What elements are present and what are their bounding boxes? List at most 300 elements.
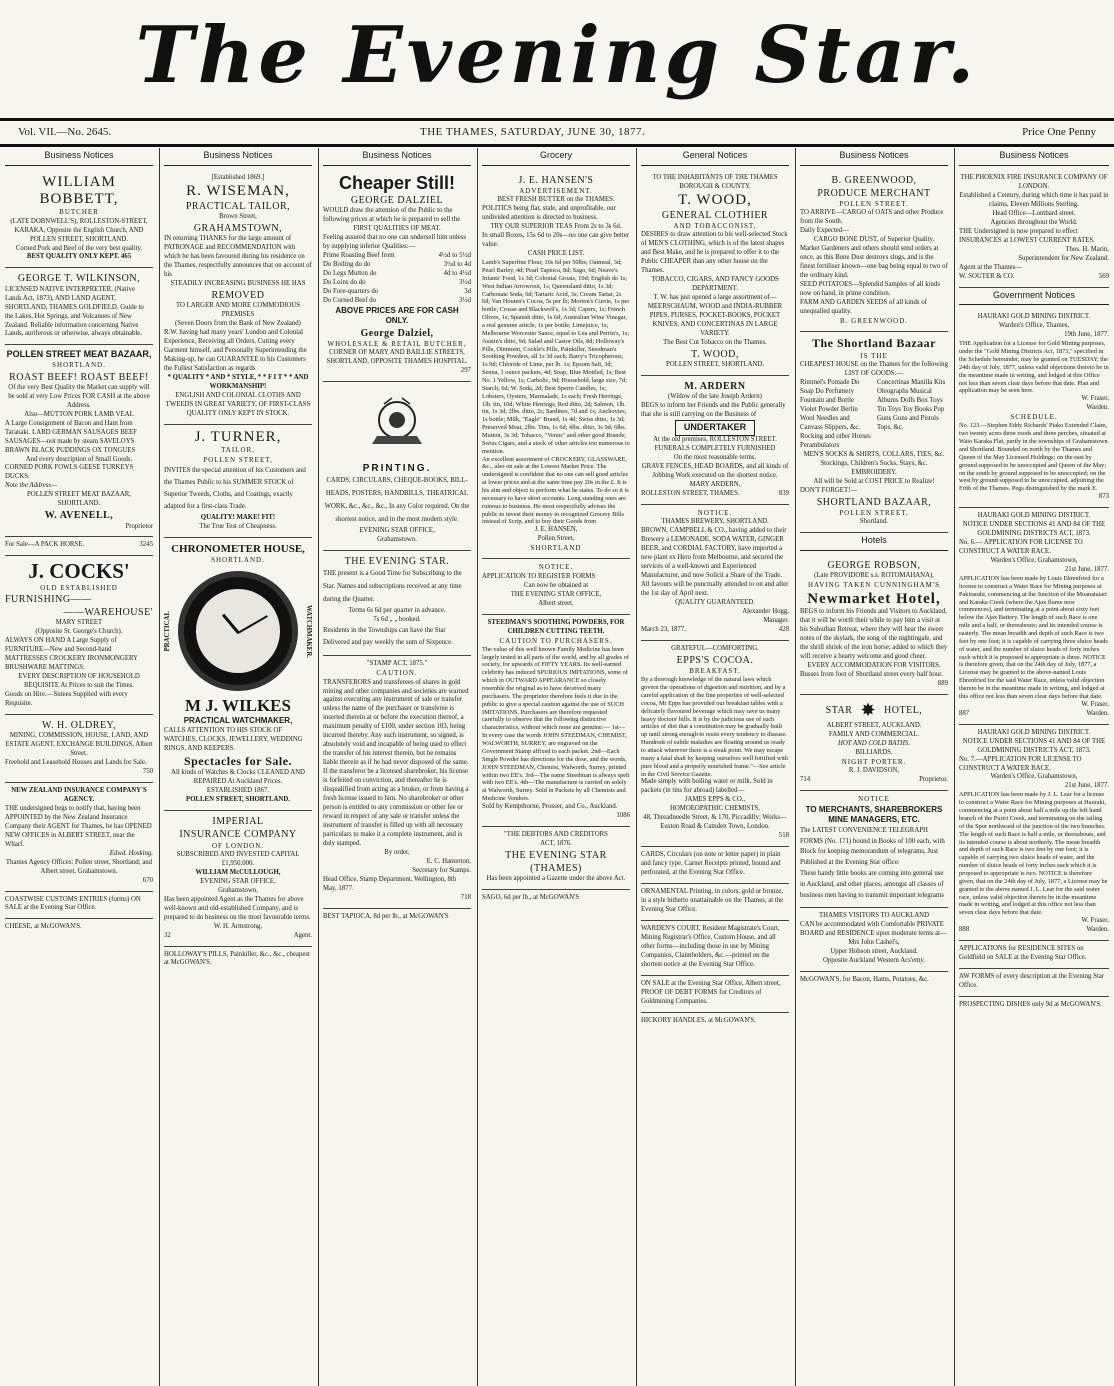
price-item: Do Loins do do [323, 278, 366, 286]
advert-title: "THE DEBTORS AND CREDITORS [504, 830, 608, 838]
advert-address: (LATE DOBNWELL'S), ROLLESTON-STREET, KARAKA, Opposite the English Church, AND POLLEN STREET, SHORTLAND. [10, 217, 148, 243]
price-row [323, 270, 471, 279]
notice-office: Warden's Office, Thames, [998, 322, 1070, 330]
advert-signature: B. GREENWOOD. [839, 317, 909, 326]
advert-subtitle: THAMES BREWERY, SHORTLAND. [661, 518, 769, 526]
advert-body: FUNERALS COMPLETELY FURNISHED [654, 445, 776, 453]
advert-list-title: CASH PRICE LIST. [527, 250, 585, 258]
advert-signature: MARY ARDERN, [689, 481, 741, 489]
notice-subtitle: NOTICE UNDER SECTIONS 41 AND 84 OF THE GOLDMINING DISTRICTS ACT, 1873. [962, 521, 1106, 538]
advert-body: By a thorough knowledge of the natural laws which govern the operations of digestion and nutrition, and by a careful application of the fine properties of well-selected cocoa, Mr Epps has provided our breakfast tables with a delicately flavoured beverage which may save us many heavy doctors' bills. It is by the judicious use of such articles of diet that a constitution may be gradually built up until strong enough to resist every tendency to disease. Hundreds of subtle maladies are floating around us ready to attack wherever there is a weak point. We may escape many a fatal shaft by keeping ourselves well fortified with pure blood and a properly nourished frame."—See article in the Civil Service Gazette. [641, 676, 789, 778]
newspaper-title: The Evening Star. [135, 10, 979, 101]
advert-shortland-bazaar [800, 332, 948, 533]
advert-body: The value of this well known Family Medicine has been largely tested in all parts of the world, and by all grades of society, for upwards of FIFTY YEARS. Its well-earned celebrity has induced SPURIOUS IMITATIONS, some of which in OUTWARD APPEARANCE so closely resemble the original as to have deceived many purchasers. The proprietor therefore feels it due to the public to give a special caution against the use of SUCH IMITATIONS. Purchasers are therefore requested carefully to observe that the following distinctive characteristics, without which none are genuine:— 1st—In every case the words JOHN STEEDMAN, CHEMIST, WALWORTH, SURREY, are engraved on the Government Stamp affixed to each packet. 2nd—Each Single Powder has directions for the dose, and the words, JOHN STEEDMAN, Chemist, Walworth, Surrey, printed within two EE's. 3rd—The name Steedman is always spelt with two EE's. 4th—The manufacture is carried on solely at Walworth, Surrey. Sold in Packets by all Chemists and Medicine Vendors. [482, 645, 630, 803]
advert-trade: WHOLESALE & RETAIL BUTCHER, [327, 339, 467, 348]
advert-motto: QUALITY! MAKE! FIT! [200, 513, 276, 521]
advert-body: For Sale—A PACK HORSE. [5, 541, 85, 549]
advert-pack-horse [5, 537, 153, 556]
undertaker-box: UNDERTAKER [675, 420, 755, 436]
advert-body: APPLICATION TO REGISTER FORMS [482, 572, 596, 580]
advert-title: EPPS'S COCOA. [676, 654, 754, 666]
advert-name: STAR [825, 704, 853, 716]
advert-hickory: HICKORY HANDLES, at McGOWAN'S. [641, 1016, 756, 1024]
advert-note: Note the Address— [5, 482, 58, 490]
advert-town: GRAHAMSTOWN, [193, 223, 283, 235]
advert-tapioca: BEST TAPIOCA, 8d per lb., at McGOWAN'S [323, 912, 449, 920]
notice-date: 19th June, 1877. [1064, 331, 1109, 339]
advert-name: GEORGE ROBSON, [827, 560, 921, 572]
advert-signature: E. C. Hamerton, [426, 857, 471, 865]
advert-name: T. WOOD, [678, 191, 752, 208]
advert-list: Concertinas Manilla Kits Oleographs Musical Albums Dolls Box Toys Tin Toys Toy Books Pop Guns Guns and Pistols Tops, &c. [876, 379, 946, 432]
advert-list: Also—MUTTON PORK LAMB VEAL [24, 410, 134, 418]
advert-body: All kinds of Watches & Clocks CLEANED AND REPAIRED At Auckland Prices. [171, 769, 305, 786]
advert-number: 718 [460, 893, 471, 901]
advert-street: POLLEN STREET. [839, 200, 909, 209]
advert-subtitle: BREAKFAST. [689, 666, 741, 675]
price-value: 3½d [459, 278, 471, 286]
advert-body: Daily Expected— [800, 227, 849, 235]
column-heading: Business Notices [800, 148, 948, 166]
advert-signature: Edwd. Hosking. [109, 849, 153, 857]
advert-name: J. TURNER, [194, 429, 282, 446]
advert-subtitle: ADVERTISEMENT. [519, 187, 593, 196]
advert-body: Of the very Best Quality the Market can supply will be sold at very Low Prices FOR CASH at the above Address. [8, 383, 150, 409]
advert-footer: Sold by Kempthorne, Prosser, and Co., Auckland. [482, 802, 618, 810]
advert-body: DON'T FORGET!— [800, 486, 858, 494]
advert-body: INVITES the special attention of his Customers and the Thames Public to his SUMMER STOCK of Superior Tweeds, Cloths, and Coatings, exactly adapted for a first-class Trade. [164, 466, 306, 511]
advert-footer: BEST QUALITY ONLY KEPT. 465 [26, 253, 132, 261]
advert-epps-cocoa [641, 641, 789, 847]
advert-address: ALBERT STREET, AUCKLAND. [826, 722, 922, 730]
advert-signature: Alexander Hogg, [742, 607, 789, 615]
advert-signature: Thos. H. Marin, [1065, 245, 1109, 253]
advert-list-title: LIST OF GOODS:— [844, 370, 904, 378]
advert-debtors-act [482, 827, 630, 890]
advert-body: DESIRES to draw attention to his well-selected Stock of MEN'S CLOTHING, which is of the latest shapes and Best Make, and he is prepared to offer it to the Public CHEAPER than any other house on the Thames. [641, 231, 788, 275]
advert-printing [323, 382, 471, 551]
advert-body: WOULD draw the attention of the Public to the following prices at which he is prepared to sell the [323, 206, 461, 223]
advert-established: ESTABLISHED 1867. [206, 787, 270, 795]
price-item: Prime Roasting Beef from [323, 251, 395, 259]
advert-body: Has been appointed a Gazette under the above Act. [486, 875, 626, 883]
column-5 [636, 148, 794, 1386]
price-item: Do Fore-quarters do [323, 287, 379, 295]
notice-body: APPLICATION has been made by J. L. Lear for a license to construct a Water Race for Mining purposes at Hauraki, commencing at a point about half a mile up the left hand branch of the Puriri Creek, and terminating on the tailing of the Spur northward of the junction of the two branches. The length of such Race is half a mile, or thereabouts, and its intended course is about northerly. The mean breadth and depth of such Race is two feet by one foot; it is capable of carrying two sluice heads of water, and the number of sluice heads of forty inches each which it is proposed to appropriate is two. NOTICE is therefore given, that on the 24th day of July, 1877, a License may be granted to the above named J. L. Lear for the said water race, unless valid objection thereto be in the meantime made in writing, and lodged at this office not less than seven clear days before that date. [959, 791, 1108, 917]
advert-body: GRAVE FENCES, HEAD BOARDS, and all kinds of Jobbing Work executed on the shortest notice. [641, 463, 789, 480]
advert-body: ALWAYS ON HAND A Large Supply of FURNITURE—New and Second-hand MATTRESSES CROCKERY IRONMONGERY BRUSHWARE MATTINGS. [5, 637, 138, 671]
advert-body: THE Undersigned is now prepared to effect INSURANCES at LOWEST CURRENT RATES. [959, 227, 1095, 244]
price-value: 4d to 4½d [443, 269, 471, 277]
advert-body: And every description of Small Goods. [25, 455, 133, 463]
advert-title: ACT, 1876. [540, 839, 572, 847]
advert-number: 750 [142, 767, 153, 775]
advert-body: In small Boxes, 15s 6d to 20s—no one can give better value. [482, 232, 630, 249]
price-value: 3½d [459, 296, 471, 304]
notice-office: Warden's Office, Grahamstown, [990, 557, 1078, 565]
advert-ardern [641, 376, 789, 505]
advert-address: ROLLESTON STREET, THAMES. [641, 490, 740, 498]
advert-address: POLLEN STREET, SHORTLAND. [186, 796, 290, 804]
advert-nz-insurance [5, 783, 153, 892]
advert-address: Upper Hobson street, Auckland. [830, 947, 918, 955]
advert-wiseman [164, 170, 312, 425]
notice-number: 888 [959, 926, 970, 934]
notice-title: HAURAKI GOLD MINING DISTRICT. [977, 728, 1091, 736]
notice-date: 21st June, 1877. [1064, 782, 1109, 790]
advert-sago: SAGO, 6d per lb., at McGOWAN'S [482, 894, 580, 902]
advert-body: (Seven Doors from the Bank of New Zealand) [175, 320, 301, 328]
advert-title: OF LONDON. [212, 841, 264, 850]
advert-cocks [5, 556, 153, 714]
advert-dalziel [323, 170, 471, 382]
notice-signature: W. Fraser, [1081, 395, 1109, 403]
advert-body: POLITICS being flat, stale, and unprofitable, our undivided attention is directed to business. [482, 205, 616, 222]
column-heading: Business Notices [164, 148, 312, 166]
advert-body: CARDS, CIRCULARS, CHEQUE-BOOKS, BILL-HEADS, POSTERS, HANDBILLS, THEATRICAL WORK, &c., &c., &c., In any Color required, On the shortest notice, and in the most modern style. [324, 477, 470, 523]
advert-hotel-name: Newmarket Hotel, [807, 590, 941, 607]
advert-wilkinson [5, 268, 153, 345]
advert-body: BROWN, CAMPBELL & CO., having added to their Brewery a LEMONADE, SODA WATER, GINGER BEER, and CORDIAL FACTORY, have imported a new plant ex Hero from Melbourne, and secured the services of a well-known and Experienced Manufacturer, and now Solicit a Share of the Trade. All favours will be punctually attended to on and after the 1st day of April next. [641, 527, 789, 597]
advert-body: Freehold and Leasehold Houses and Lands for Sale. [5, 758, 147, 766]
advert-signature: R. J. DAVIDSON, [848, 767, 900, 775]
price-row [323, 261, 471, 270]
advert-address: POLLEN STREET, [839, 509, 909, 518]
notice-office: Warden's Office, Grahamstown, [990, 773, 1078, 781]
advert-town: Grahamstown, [218, 886, 258, 894]
advert-body: The LATEST CONVENIENCE TELEGRAPH FORMS (No. 171) bound in Books of 100 each, with Block for keeping memorandum of telegrams, Just Published at the Evening Star office. [800, 826, 945, 867]
notice-schedule: SCHEDULE. [1010, 413, 1058, 422]
advert-title: POLLEN STREET MEAT BAZAAR, [6, 349, 152, 360]
advert-steedman [482, 615, 630, 827]
advert-signature: Manager. [763, 616, 789, 624]
advert-subtitle: TO MERCHANTS, SHAREBROKERS MINE MANAGERS, ETC. [805, 804, 943, 825]
price-item: Do Corned Beef do [323, 296, 377, 304]
column-heading: Hotels [800, 533, 948, 551]
notice-signature: W. Fraser, [1081, 700, 1109, 708]
advert-street: Pollen Street, [537, 535, 575, 543]
advert-subtitle: CAUTION TO PURCHASERS. [499, 636, 613, 645]
advert-body: Corned Pork and Beef of the very best quality. [15, 244, 143, 252]
advert-list: Rimmel's Pomade Do Soap Do Perfumery Fountain and Bottle Violet Powder Berlin Wool Needles and Canvass Slippers, &c. Rocking and other Horses Perambulators [800, 379, 871, 450]
advert-side-label: WATCHMAKER. [305, 604, 312, 658]
advert-body: EVERY DESCRIPTION OF HOUSEHOLD REQUISITE At Prices to suit the Times. [18, 672, 140, 689]
notice-title: HAURAKI GOLD MINING DISTRICT. [977, 512, 1091, 520]
advert-body: TO LARGER AND MORE COMMODIOUS PREMISES [175, 302, 301, 319]
volume-number: Vol. VII.—No. 2645. [18, 126, 112, 138]
advert-body: CAN be accommodated with Comfortable PRIVATE BOARD and RESIDENCE upon moderate terms at— [800, 920, 947, 937]
advert-name: HOTEL, [884, 704, 923, 716]
advert-name: M. ARDERN [684, 381, 746, 393]
advert-body: STEADILY INCREASING BUSINESS HE HAS [170, 280, 306, 288]
advert-trade: BUTCHER [59, 208, 99, 217]
advert-bobbett [5, 170, 153, 269]
advert-body: Market Gardeners and others should send orders at once, as this Bone Dust destroys slugs, and is the finest fertiliser known—one bag being equal to two of the ordinary kind. [800, 245, 948, 280]
advert-trade: HOMOEOPATHIC CHEMISTS, [669, 805, 760, 813]
advert-body: Agencies throughout the World. [990, 218, 1078, 226]
advert-body: Goods on Hire.—Sutees Supplied with every Requisite. [5, 690, 128, 707]
advert-body: Has been appointed Agent as the Thames for above well-known and old-established Company, and is prepared to do business on the most favourable terms. [164, 895, 311, 921]
advert-body: ENGLISH AND COLONIAL CLOTHS AND TWEEDS IN GREAT VARIETY, OF FIRST-CLASS QUALITY ONLY KEPT IN STOCK. [165, 392, 311, 418]
column-3 [318, 148, 476, 1386]
advert-body: TRY OUR SUPERIOR TEAS From 2s to 3s 6d. [490, 223, 622, 231]
advert-title: NOTICE [858, 795, 890, 804]
advert-body: BILLIARDS. [855, 749, 893, 757]
advert-headline: QUALITY GUARANTEED. [675, 598, 755, 606]
advert-signature: T. WOOD, [691, 349, 739, 361]
advert-title: THE EVENING STAR. [344, 555, 450, 567]
advert-meat-bazaar [5, 345, 153, 537]
advert-law-forms: AW FORMS of every description at the Evening Star Office. [959, 969, 1109, 997]
advert-office: THE EVENING STAR OFFICE, [510, 590, 602, 598]
column-7 [954, 148, 1114, 1386]
advert-body: HOT AND COLD BATHS. [837, 740, 910, 748]
advert-trade: PRODUCE MERCHANT [817, 188, 931, 200]
advert-wilkes [164, 538, 312, 812]
advert-title: PRINTING. [362, 462, 432, 474]
notice-signature: Warden. [1086, 709, 1109, 717]
advert-subtitle: SHORTLAND. [52, 361, 106, 370]
advert-agent: Agent at the Thames— [959, 263, 1023, 271]
advert-signature: Secretary for Stamps. [412, 866, 471, 874]
advert-address: SHORTLAND BAZAAR, [816, 496, 932, 508]
advert-greenwood [800, 170, 948, 332]
advert-title: "STAMP ACT, 1875." [366, 660, 428, 668]
advert-date: March 23, 1877. [641, 625, 686, 633]
advert-name: WILLIAM McCULLOUGH, [195, 868, 281, 876]
advert-subtitle: CAUTION. [376, 669, 418, 678]
advert-name: R. WISEMAN, [186, 182, 290, 199]
advert-title: THAMES VISITORS TO AUCKLAND [819, 911, 929, 919]
advert-body: CHEAPEST HOUSE on the Thames for the following [800, 361, 948, 369]
advert-title: CHRONOMETER HOUSE, [171, 542, 305, 555]
advert-number: 569 [1098, 272, 1109, 280]
advert-subtitle: (Widow of the late Joseph Ardern) [668, 393, 762, 401]
advert-body: R.W. having had many years' London and Colonial Experience, Receiving all Orders, Cutting every Garment himself, and Personally Superintending the Making-up, he can GUARANTEE to his Customers the Fullest Satisfaction as regards [164, 329, 307, 373]
advert-body: Established a Century, during which time it has paid in claims, Eleven Millions Sterling. [959, 191, 1109, 208]
advert-body: MINING, COMMISSION, HOUSE, LAND, AND ESTATE AGENT, EXCHANGE BUILDINGS, Albert Street. [5, 732, 153, 757]
price-value: 3d [464, 287, 471, 295]
advert-address: POLLEN STREET MEAT BAZAAR, SHORTLAND. [27, 491, 131, 508]
column-heading: Government Notices [959, 288, 1109, 306]
advert-body: These handy little books are coming into general use in Auckland, and other places, amongst all classes of business men having to transmit important telegrams [800, 870, 944, 899]
advert-name: J. COCKS' [28, 559, 130, 584]
advert-side-label: PRACTICAL [164, 611, 171, 652]
advert-footer: Head Office, Stamp Department, Wellington, 8th May, 1877. [323, 875, 457, 892]
advert-address: 48, Threadneedle Street, & 170, Piccadilly; Works—Euston Road & Camden Town, London. [643, 814, 787, 831]
advert-street: Albert street. [538, 599, 574, 607]
column-heading: Business Notices [959, 148, 1109, 166]
advert-body: Residents in the Townships can have the Star Delivered and pay weekly the sum of Sixpence. [323, 626, 453, 647]
advert-title: NEW ZEALAND INSURANCE COMPANY'S AGENCY. [11, 786, 147, 803]
advert-body: BEGS to inform his Friends and Visitors to Auckland, that it will be worth their while to pay him a visit at his Suburban Retreat, where they will hear the sweet notes of the skylark, the song of the nightingale, and the shrill shriek of the iron horse; added to which they will receive a hearty welcome and good cheer. [800, 607, 948, 660]
advert-title: FURNISHING—— [5, 593, 92, 605]
advert-subtitle: (Late PROVIDORE s.s. ROTOMAHANA), [814, 572, 934, 580]
advert-body: Feeling assured that no one can undersell him unless by supplying inferior Qualities:— [323, 233, 467, 250]
clock-icon [178, 571, 298, 691]
price-value: 4½d to 5½d [438, 251, 471, 259]
advert-signature: Mrs John Cashel's, [848, 938, 900, 946]
price-row [323, 252, 471, 261]
price-row [323, 297, 471, 306]
advert-address: CORNER OF MARY AND BAILLIE STREETS, SHORTLAND, OPPOSITE THAMES HOSPITAL. [326, 349, 468, 365]
advert-body: Opposite Auckland Western Acs'emy. [822, 956, 926, 964]
advert-body: FARM AND GARDEN SEEDS of all kinds of unequalled quality. [800, 299, 927, 316]
notice-number-title: No. 6.— APPLICATION FOR LICENSE TO CONSTRUCT A WATER RACE. [959, 539, 1083, 556]
advert-body: MEN'S SOCKS & SHIRTS, COLLARS, TIES, &c. [803, 451, 945, 459]
advert-town: SHORTLAND [530, 544, 582, 553]
advert-body: T. W. has just opened a large assortment of— MEERSCHAUM, WOOD and INDIA-RUBBER PIPES, PURSES, POCKET-BOOKS, POCKET KNIVES, AND CONCERTINAS IN LARGE VARIETY. [647, 294, 783, 338]
column-heading: Grocery [482, 148, 630, 166]
advert-street: MARY STREET [55, 619, 103, 627]
notice-water-race-6 [959, 508, 1109, 724]
advert-town: Grahamstown. [377, 535, 417, 543]
advert-number: 1086 [616, 811, 630, 819]
advert-brewery [641, 505, 789, 641]
advert-body: FIRST QUALITIES OF MEAT. [353, 224, 441, 232]
advert-body: The Best Cut Tobacco on the Thames. [663, 339, 767, 347]
advert-body: On the most reasonable terms. [673, 454, 757, 462]
price-row [323, 279, 471, 288]
advert-agent: Agent. [293, 931, 312, 939]
advert-title: THE PHOENIX FIRE INSURANCE COMPANY OF LONDON. [960, 173, 1108, 190]
advert-street: POLLEN STREET, [203, 455, 273, 464]
advert-headline: ROAST BEEF! ROAST BEEF! [9, 371, 149, 383]
printing-emblem-icon [362, 394, 432, 454]
advert-body: CALLS ATTENTION TO HIS STOCK OF WATCHES, CLOCKS, JEWELLERY, WEDDING RINGS, AND KEEPERS. [164, 726, 303, 752]
advert-office: EVENING STAR OFFICE, [359, 526, 435, 534]
advert-trade: PRACTICAL TAILOR, [185, 201, 291, 213]
advert-signature: J. E. HANSEN, [534, 526, 578, 534]
advert-proprietor-title: Proprietor [125, 522, 153, 530]
advert-terms: 7s 6d „ „ booked. [373, 615, 421, 623]
advert-agent: W. SOUTER & CO. [959, 272, 1015, 280]
advert-customs: COASTWISE CUSTOMS ENTRIES (forms) ON SALE at the Evening Star Office. [5, 892, 153, 920]
advert-number: 297 [460, 366, 471, 374]
advert-proprietor: W. AVENELL, [44, 510, 114, 522]
notice-body: APPLICATION has been made by Louis Ehrenfried for a license to construct a Water Race for Mining purposes at Pakirarahi, commencing at the Junction of the Moanataiari and Karaka Creek (where the Ajax flume now commences), and terminating at a point about sixty feet below the Ajax Battery. The length of such Race is one mile and a half, or thereabouts; and its intended course is easterly. The mean breadth and depth of such Race is two feet by one foot; it is capable of carrying three sluice heads of water, and the number of sluice heads of forty inches each which it is proposed to appropriate is three. NOTICE is therefore given, that on the 24th day of July, 1877, a License may be granted to the above-named Louis Ehrenfried for the said Water Race, unless valid objection thereto be in the meantime made in writing, and lodged at this office not less than seven clear days before that date. [959, 574, 1108, 700]
advert-body: EVERY ACCOMMODATION FOR VISITORS. [807, 661, 941, 669]
advert-title: NOTICE. [538, 563, 574, 572]
advert-price-list: Lamb's Superfine Flour, 10s 6d per 50lbs; Oatmeal, 3d; Pearl Barley, 4d; Pearl Tapioca, 8d; Sago, 6d; Neave's Infants' Food, 1s 3d; Colonial Groats, 10d; English do 1s; West Indian Arrowroot, 1s; Queensland ditto, 1s 3d; Carbonate Soda, 6d; Tartaric Acid, 3s; Cream Tartar, 2s 6d; Van Houten's Cocoa, 5s per lb; Morton's Currie, 1s per bottle; Crosse and Blackwell's, 1s 3d; Capers, 1s; French Olives, 1s; Spanish ditto, 1s 6d; Australian Wine Vinegar, a real genuine article, 1s per bottle; Limejuice, 1s; Melbourne Worcester Sauce, equal to Lea and Perrin's, 1s; Austin's ditto, 9d; Salad and Castor Oils, 8d; Holloway's Pills, Ointment, Cockle's Pills, Painkiller, Steedman's Soothing Powders, all 1s 3d each; Barry's Tricopherous, 1s 9d; Chloride of Lime, per lb. 1s; Epsom Salt, 3d; Senna, 1 ounce packets, 4d; Soap, Blue Mottled, 1s; Best No. 1 Yellow, 1s; Carbolic, 9d; Household, large size, 7d; Starch, 6d; W. Soda, 2d; Best Sperm Candles, 1s; Lobsters, Oysters, Marmalade, 1s each; Fresh Herrings, 1lb. tin, 10d; White Herrings, Red ditto, 2d; Salmon, 1lb. tin, 1s 3d; 2lbs. ditto, 2s; Sardines, 7d and 1s; Anchovies, 1s bottle; Milk, "Eagle" Brand, 1s 4d; Swiss ditto, 1s 3d; Preserved Meat, 2lbs. Tins, 1s 6d; 4lbs. ditto, 3s 9d; 6lbs. Mutton, 3s 3d; Tobacco, "Venus" and other good Brands; Swiss Cigars, and a stock of other articles too numerous to mention. [482, 259, 630, 455]
advert-body: THE present is a Good Time for Subscribing to the Star. Names and subscriptions received at any time during the Quarter. [323, 569, 462, 603]
notice-body: No. 123.—Stephen Eddy Richards' Piako Extended Claim, two twenty acres three roods and three perches, situated at Waio Karaka Flat, partly in the townships of Grahamstown and Shortland. Bounded on north by the Thames and Queen of the May Licensed Holdings; on the east by ground supposed to be unoccupied and Queen of the May; on the south by ground supposed to be unoccupied; on the west by ground supposed to be unoccupied, adjoining the Frith of the Thames. Pegs distinguished by the mark E. [959, 422, 1108, 493]
advert-telegraph-forms [800, 791, 948, 907]
advert-stamp-act [323, 656, 471, 908]
advert-subtitle: HAVING TAKEN CUNNINGHAM'S [808, 581, 940, 590]
advert-footer: The True Test of Cheapness. [199, 522, 277, 530]
advert-subtitle: OLD ESTABLISHED [40, 583, 118, 592]
advert-headline: REMOVED [211, 290, 265, 302]
advert-address: (Opposite St. George's Church). [35, 628, 123, 636]
advert-body: At the old premises, ROLLESTON STREET. [653, 436, 777, 444]
notice-signature: W. Fraser, [1081, 917, 1109, 925]
advert-ornamental-printing: ORNAMENTAL Printing, in colors, gold or bronze, in a style hitherto unattainable on the Thames, at the Evening Star Office. [641, 884, 789, 921]
advert-footer: Thames Agency Offices: Pollen street, Shortland; and Albert street, Grahamstown. [5, 858, 153, 875]
masthead-rule [0, 118, 1114, 121]
masthead [0, 0, 1114, 118]
dateline [0, 124, 1114, 142]
advert-terms: Terms 6s 6d per quarter in advance. [348, 606, 446, 614]
advert-body: LICENSED NATIVE INTERPRETER, (Native Lands Act, 1873), AND LAND AGENT, SHORTLAND, THAMES GOLDFIELD. Guide to the Lakes, Hot Springs, and Volcanoes of New Zealand. Reliable information concerning Native Lands, auriferous or otherwise, always obtainable. [5, 285, 144, 338]
columns [0, 148, 1114, 1386]
advert-town: Shortland. [859, 518, 889, 526]
advert-motto: * QUALITY * AND * STYLE, * * F I T * * AND WORKMANSHIP! [167, 374, 309, 391]
notice-date: 21st June, 1877. [1064, 565, 1109, 573]
advert-name: GEORGE T. WILKINSON, [17, 273, 141, 285]
advert-name: WILLIAM BOBBETT, [39, 173, 119, 208]
advert-trade: AND TOBACCONIST, [673, 222, 757, 231]
advert-wood [641, 170, 789, 376]
advert-title: The Shortland Bazaar [811, 336, 936, 351]
advert-star-hotel [800, 695, 948, 792]
advert-body: Busses from foot of Shortland street every half hour. [800, 670, 943, 678]
advert-list: CORNED PORK FOWLS GEESE TURKEYS DUCKS. [5, 464, 134, 481]
notice-body: THE Application for a License for Gold Mining purposes, under the "Gold Mining Districts Act, 1873," specified in the Schedule hereunder, may be granted on TUESDAY, the 24th day of July, 1877, unless valid objections thereto be in the meantime made in writing, and lodged at this Office not less than seven clear days before that date. Plan and application may be seen here. [959, 340, 1109, 395]
advert-number: 714 [800, 776, 811, 784]
advert-trade: PRACTICAL WATCHMAKER, [183, 716, 293, 726]
notice-subtitle: NOTICE UNDER SECTIONS 41 AND 84 OF THE GOLDMINING DISTRICTS ACT, 1873. [962, 737, 1106, 754]
notice-title: HAURAKI GOLD MINING DISTRICT. [977, 313, 1091, 321]
advert-body: FAMILY AND COMMERCIAL. [828, 731, 920, 739]
advert-title: NOTICE. [697, 508, 733, 517]
column-4 [477, 148, 635, 1386]
advert-debt-forms: ON SALE at the Evening Star Office, Albert street, PROOF OF DEBT FORMS for Creditors of Goldmining Companies. [641, 976, 789, 1013]
advert-imperial-insurance [164, 811, 312, 946]
column-heading: Business Notices [323, 148, 471, 166]
notice-hauraki-schedule [959, 309, 1109, 508]
advert-signature: Superintendent for New Zealand. [1018, 254, 1109, 262]
advert-number: 839 [778, 490, 789, 498]
advert-title: Cheaper Still! [338, 172, 456, 193]
price-item: Do Boiling do do [323, 260, 371, 268]
advert-office: EVENING STAR OFFICE, [200, 877, 276, 885]
advert-headline: BEST FRESH BUTTER on the THAMES. [497, 196, 615, 204]
advert-body: CARGO BONE DUST, of Superior Quality. [813, 236, 935, 244]
advert-body: BEGS to inform her Friends and the Public generally that she is still carrying on the Business of [641, 402, 786, 419]
advert-body: SEED POTATOES—Splendid Samples of all kinds now on hand, in prime condition. [800, 281, 940, 298]
advert-name: M J. WILKES [185, 696, 291, 716]
advert-body: Can now be obtained at [523, 581, 589, 589]
advert-body: Stockings, Children's Socks, Stays, &c. EMBROIDERY. [820, 460, 928, 477]
advert-body: THE EVENING STAR (THAMES) [505, 849, 607, 874]
advert-oldrey [5, 715, 153, 783]
column-6 [795, 148, 953, 1386]
advert-hansen [482, 170, 630, 560]
advert-address: POLLEN STREET, SHORTLAND. [665, 361, 765, 369]
advert-proprietor: Proprietor. [919, 776, 948, 784]
advert-holloways: HOLLOWAY'S PILLS, Painkiller, &c., &c., cheapest at McGOWAN'S. [164, 950, 310, 967]
advert-cards: CARDS, Circulars (on note or letter paper) in plain and fancy type. Carnet Receipts printed, bound and perforated, at the Evening Star Office. [641, 847, 789, 884]
price: Price One Penny [1022, 126, 1096, 138]
advert-phoenix [959, 170, 1109, 288]
advert-cheese: CHEESE, at McGOWAN'S. [5, 923, 82, 931]
advert-body: SUBSCRIBED AND INVESTED CAPITAL £1,950,000. [176, 850, 300, 867]
column-2 [159, 148, 317, 1386]
advert-body: An excellent assortment of CROCKERY, GLASSWARE, &c., also on sale at the Lowest Market Price. The undersigned is confident that no one can sell good articles at lower prices and at the same time pay 20s in the £. It is his aim and object to perform what he states. To do so it is necessary to have short accounts. Long standing ones are ruinous to business. He most respectfully advises the public to invest their money in recognized Grocery Bills instead of Scrip, and to buy their Goods from [482, 455, 629, 526]
column-heading: General Notices [641, 148, 789, 166]
advert-body: TO ARRIVE—CARGO of OATS and other Produce from the South. [800, 209, 944, 226]
price-item: Do Legs Mutton do [323, 269, 377, 277]
column-1 [0, 148, 158, 1386]
notice-number: 887 [959, 709, 970, 717]
advert-mcgowans-bacon: McGOWAN'S, for Bacon, Hams, Potatoes, &c. [800, 975, 929, 983]
advert-name: W. H. OLDREY, [41, 719, 116, 731]
advert-subtitle: IS THE [860, 352, 888, 361]
advert-residence-sites: APPLICATIONS for RESIDENCE SITES on Goldfield on SALE at the Evening Star Office. [959, 941, 1109, 969]
advert-body: NIGHT PORTER. [841, 758, 907, 767]
advert-body: Head Office—Lombard street. [992, 209, 1076, 217]
